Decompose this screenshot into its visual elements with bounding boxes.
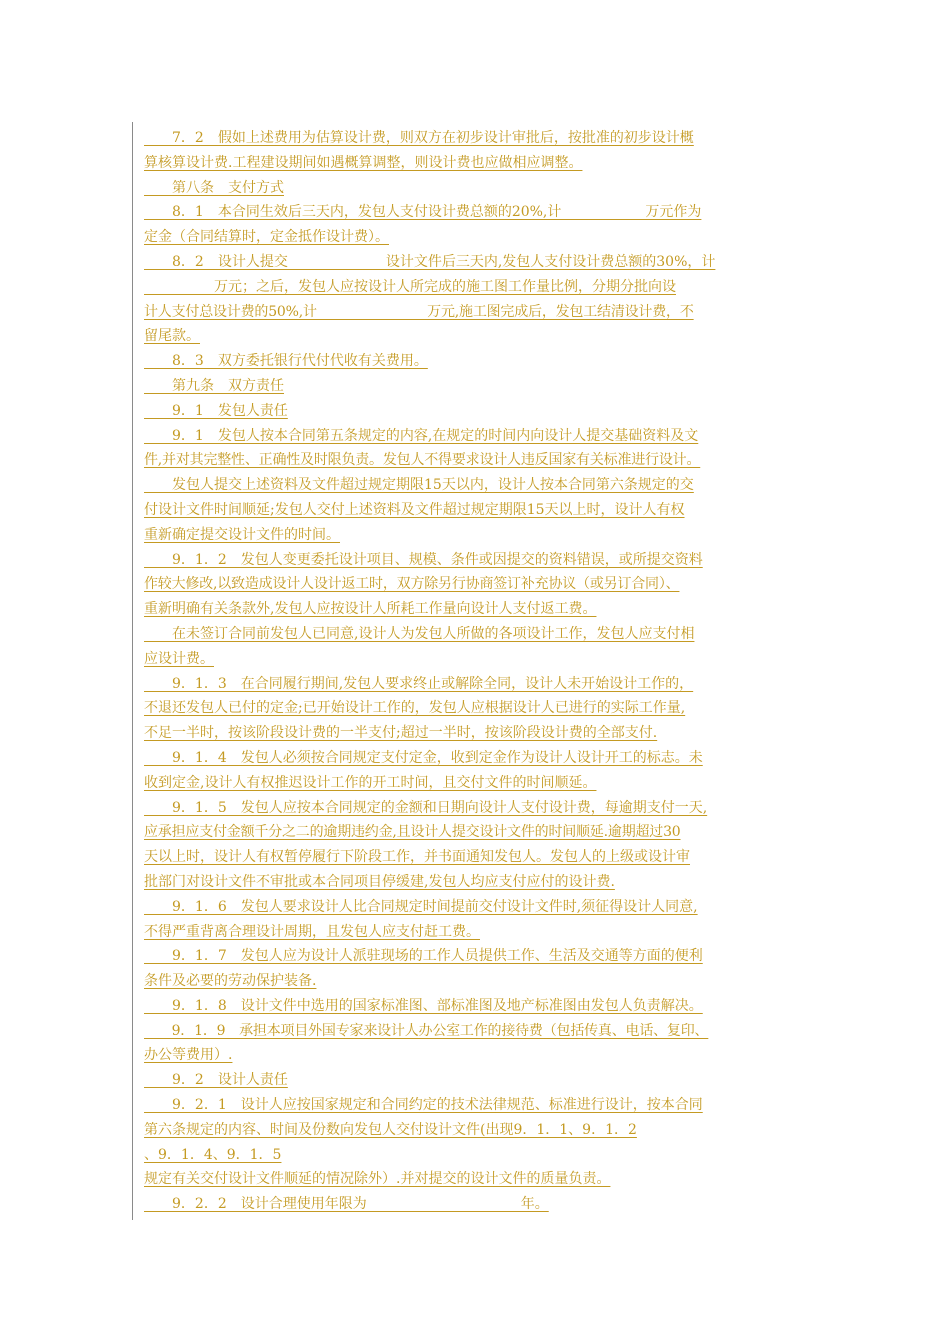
text-line: 9．2．1 设计人应按国家规定和合同约定的技术法律规范、标准进行设计，按本合同 [144, 1097, 703, 1114]
text-line: 7．2 假如上述费用为估算设计费，则双方在初步设计审批后，按批准的初步设计概 [144, 130, 694, 146]
text-line: 9．2．2 设计合理使用年限为 年。 [144, 1196, 549, 1213]
text-line: 批部门对设计文件不审批或本合同项目停缓建,发包人均应支付应付的设计费. [144, 873, 615, 890]
text-line: 付设计文件时间顺延;发包人交付上述资料及文件超过规定期限15天以上时，设计人有权 [144, 501, 685, 518]
section-heading: 第八条 支付方式 [144, 179, 284, 196]
text-line: 9．1．4 发包人必须按合同规定支付定金，收到定金作为设计人设计开工的标志。未 [144, 749, 703, 766]
text-line: 办公等费用）. [144, 1047, 233, 1064]
text-line: 8．3 双方委托银行代付代收有关费用。 [144, 353, 428, 370]
text-line: 不得严重背离合理设计周期，且发包人应支付赶工费。 [144, 923, 480, 940]
left-margin-rule [132, 122, 133, 1220]
text-line: 9．1 发包人按本合同第五条规定的内容,在规定的时间内向设计人提交基础资料及文 [144, 427, 699, 444]
text-line: 万元；之后，发包人应按设计人所完成的施工图工作量比例，分期分批向设 [144, 278, 676, 295]
text-line: 天以上时，设计人有权暂停履行下阶段工作，并书面通知发包人。发包人的上级或设计审 [144, 849, 690, 866]
text-line: 9．1．3 在合同履行期间,发包人要求终止或解除全同，设计人未开始设计工作的， [144, 675, 694, 692]
text-line: 9．1．8 设计文件中选用的国家标准图、部标准图及地产标准图由发包人负责解决。 [144, 997, 703, 1014]
text-line: 收到定金,设计人有权推迟设计工作的开工时间，且交付文件的时间顺延。 [144, 774, 597, 791]
text-line: 8．1 本合同生效后三天内，发包人支付设计费总额的20%,计 万元作为 [144, 204, 702, 221]
text-line: 定金（合同结算时，定金抵作设计费）。 [144, 229, 389, 246]
text-line: 8．2 设计人提交 设计文件后三天内,发包人支付设计费总额的30%，计 [144, 253, 716, 270]
text-line: 条件及必要的劳动保护装备. [144, 973, 317, 990]
text-line: 9．1．7 发包人应为设计人派驻现场的工作人员提供工作、生活及交通等方面的便利 [144, 948, 703, 965]
text-line: 应承担应支付金额千分之二的逾期违约金,且设计人提交设计文件的时间顺延.逾期超过30 [144, 824, 681, 841]
section-heading: 第九条 双方责任 [144, 377, 284, 394]
text-line: 第六条规定的内容、时间及份数向发包人交付设计文件(出现9．1．1、9．1．2 [144, 1121, 637, 1138]
subsection-heading: 9．1 发包人责任 [144, 402, 288, 419]
text-line: 作较大修改,以致造成设计人设计返工时，双方除另行协商签订补充协议（或另订合同）、 [144, 576, 680, 593]
text-line: 发包人提交上述资料及文件超过规定期限15天以内，设计人按本合同第六条规定的交 [144, 477, 694, 494]
text-line: 9．1．6 发包人要求设计人比合同规定时间提前交付设计文件时,须征得设计人同意, [144, 898, 698, 915]
text-line: 重新明确有关条款外,发包人应按设计人所耗工作量向设计人支付返工费。 [144, 601, 597, 618]
text-line: 算核算设计费.工程建设期间如遇概算调整，则设计费也应做相应调整。 [144, 154, 583, 171]
text-line: 9．1．2 发包人变更委托设计项目、规模、条件或因提交的资料错误，或所提交资料 [144, 551, 703, 568]
text-line: 件,并对其完整性、正确性及时限负责。发包人不得要求设计人违反国家有关标准进行设计。 [144, 452, 701, 469]
text-line: 9．1．9 承担本项目外国专家来设计人办公室工作的接待费（包括传真、电话、复印、 [144, 1022, 709, 1039]
contract-text-body [144, 126, 814, 1217]
text-line: 、9．1．4、9．1．5 [144, 1146, 282, 1163]
text-line: 不退还发包人已付的定金;已开始设计工作的，发包人应根据设计人已进行的实际工作量, [144, 700, 686, 717]
text-line: 计人支付总设计费的50%,计 万元,施工图完成后，发包工结清设计费，不 [144, 303, 694, 320]
text-line: 重新确定提交设计文件的时间。 [144, 526, 340, 543]
subsection-heading: 9．2 设计人责任 [144, 1072, 288, 1089]
text-line: 应设计费。 [144, 650, 214, 667]
text-line: 不足一半时，按该阶段设计费的一半支付;超过一半时，按该阶段设计费的全部支付. [144, 725, 658, 742]
text-line: 在未签订合同前发包人已同意,设计人为发包人所做的各项设计工作，发包人应支付相 [144, 625, 695, 642]
text-line: 留尾款。 [144, 328, 200, 345]
text-line: 规定有关交付设计文件顺延的情况除外）.并对提交的设计文件的质量负责。 [144, 1171, 611, 1188]
text-line: 9．1．5 发包人应按本合同规定的金额和日期向设计人支付设计费，每逾期支付一天, [144, 799, 708, 816]
